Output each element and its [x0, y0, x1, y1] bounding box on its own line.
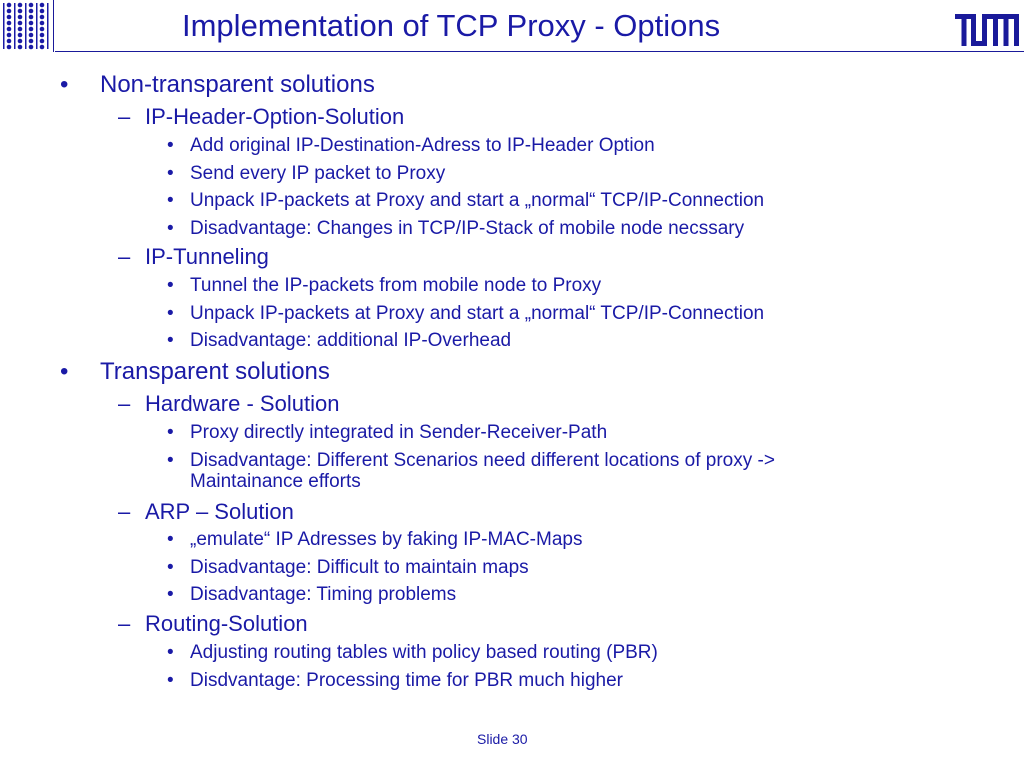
bullet-marker: • [167, 190, 174, 211]
list-item-text: Disadvantage: Difficult to maintain maps [190, 557, 529, 578]
subbullet-text: ARP – Solution [145, 499, 294, 524]
bullet-marker: • [167, 642, 174, 663]
bullet-marker: • [167, 218, 174, 239]
bullet-marker: • [167, 584, 174, 605]
dash-marker: – [118, 611, 131, 636]
list-item-text: Send every IP packet to Proxy [190, 163, 446, 184]
list-item-text: Proxy directly integrated in Sender-Receiver-Path [190, 422, 608, 443]
slide-number: Slide 30 [477, 731, 528, 747]
bullet-marker: • [60, 71, 69, 98]
bullet-marker: • [167, 670, 174, 691]
bullet-text: Non-transparent solutions [100, 71, 375, 98]
bullet-marker: • [167, 330, 174, 351]
list-item-text: Disdvantage: Processing time for PBR much higher [190, 670, 623, 691]
list-item-text: Disadvantage: additional IP-Overhead [190, 330, 512, 351]
dash-marker: – [118, 244, 131, 269]
list-item-text: Add original IP-Destination-Adress to IP-Header Option [190, 135, 655, 156]
list-item-text: Disadvantage: Changes in TCP/IP-Stack of mobile node necssary [190, 218, 745, 239]
list-item-text: Adjusting routing tables with policy based routing (PBR) [190, 642, 658, 663]
list-item-text: Unpack IP-packets at Proxy and start a „normal“ TCP/IP-Connection [190, 303, 765, 324]
bullet-marker: • [60, 358, 69, 385]
bullet-text: Transparent solutions [100, 358, 330, 385]
bullet-marker: • [167, 163, 174, 184]
bullet-marker: • [167, 275, 174, 296]
list-item-text: Disadvantage: Timing problems [190, 584, 457, 605]
bullet-marker: • [167, 135, 174, 156]
subbullet-text: IP-Tunneling [145, 244, 269, 269]
subbullet-text: IP-Header-Option-Solution [145, 104, 405, 129]
list-item-text: „emulate“ IP Adresses by faking IP-MAC-Maps [190, 529, 583, 550]
bullet-marker: • [167, 529, 174, 550]
dash-marker: – [118, 391, 131, 416]
subbullet-text: Routing-Solution [145, 611, 308, 636]
subbullet-text: Hardware - Solution [145, 391, 340, 416]
bullet-marker: • [167, 450, 174, 471]
dash-marker: – [118, 499, 131, 524]
dash-marker: – [118, 104, 131, 129]
list-item-text: Unpack IP-packets at Proxy and start a „normal“ TCP/IP-Connection [190, 190, 765, 211]
list-item-text: Tunnel the IP-packets from mobile node to Proxy [190, 275, 602, 296]
bullet-marker: • [167, 422, 174, 443]
bullet-marker: • [167, 557, 174, 578]
list-item-text: Maintainance efforts [190, 471, 361, 492]
bullet-marker: • [167, 303, 174, 324]
slide-title: Implementation of TCP Proxy - Options [182, 8, 721, 43]
list-item-text: Disadvantage: Different Scenarios need different locations of proxy -> [190, 450, 775, 471]
